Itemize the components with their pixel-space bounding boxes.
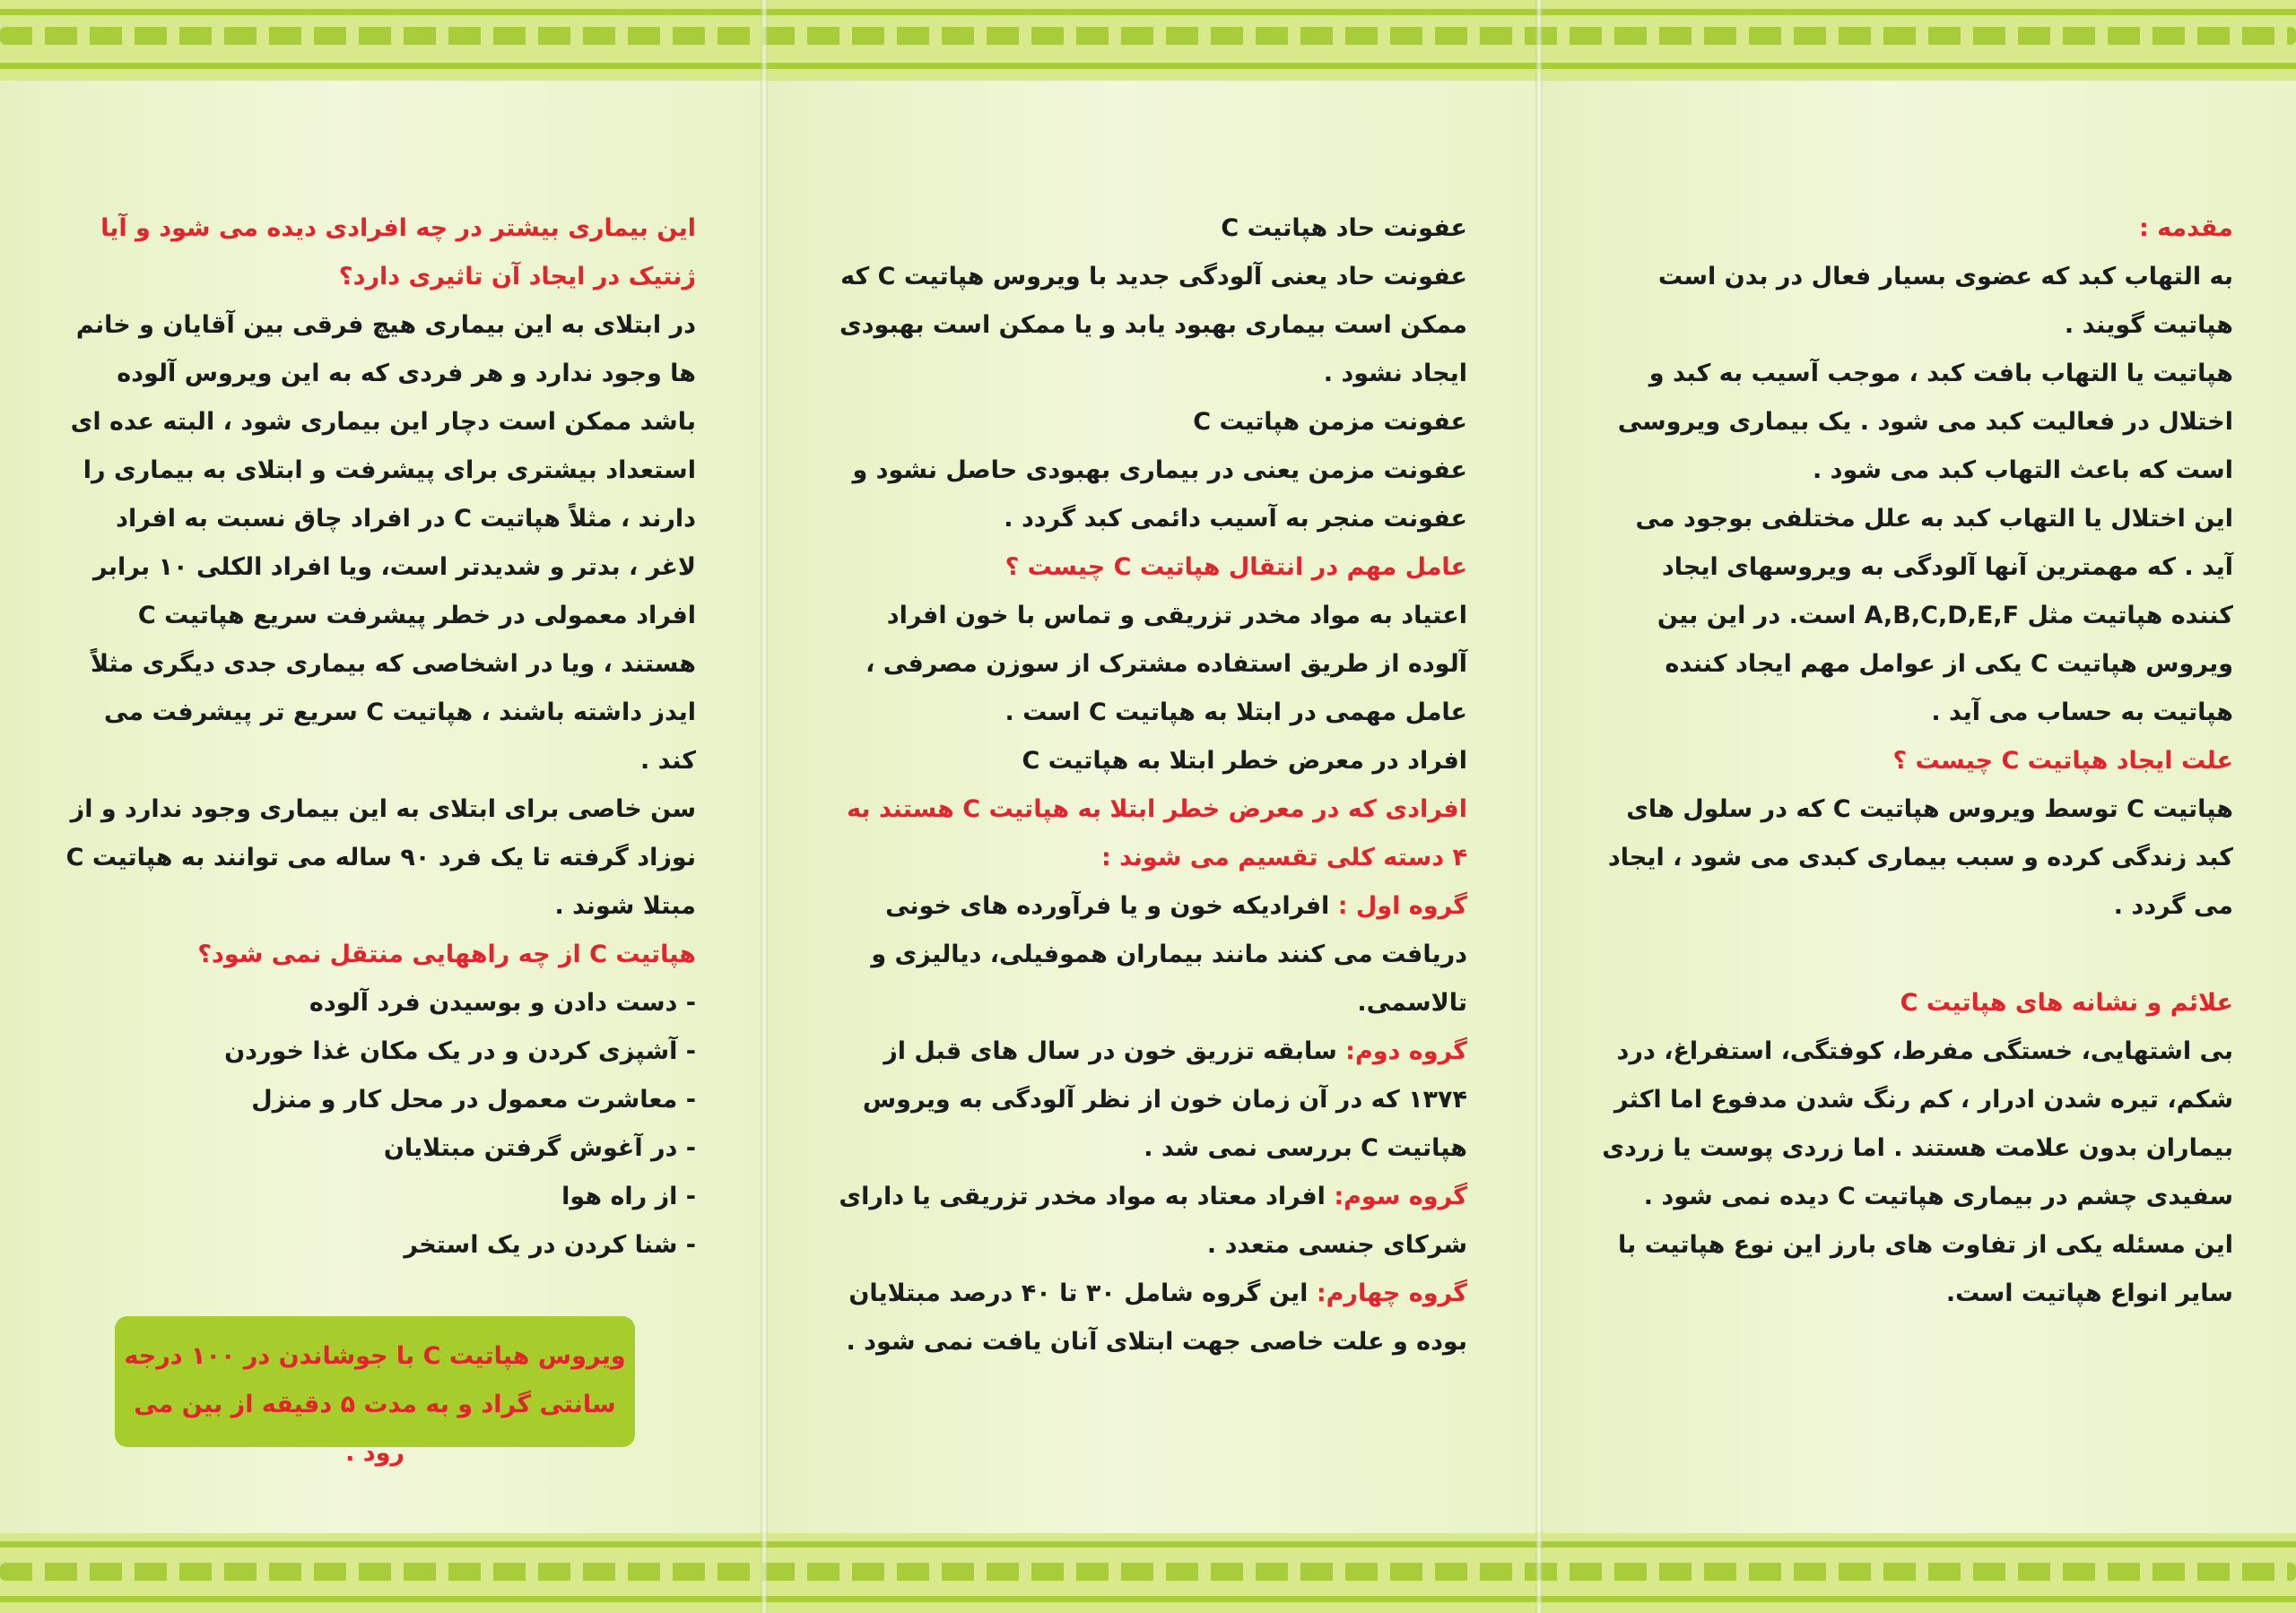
top-border-line: [0, 63, 2296, 69]
group-text: افرادیکه خون و یا فرآورده های خونی دریافت می کنند مانند بیماران هموفیلی، دیالیزی و تالاسمی.: [871, 892, 1467, 1017]
group-item: [832, 1173, 1467, 1270]
acute-paragraph: عفونت حاد یعنی آلودگی جدید با ویروس هپاتیت C که ممکن است بیماری بهبود یابد و یا ممکن است بهبودی ایجاد نشود .: [839, 263, 1467, 387]
group-label: گروه سوم:: [1334, 1183, 1467, 1210]
group-item: [832, 1028, 1467, 1173]
boiling-note-box: [115, 1316, 635, 1467]
group-label: گروه چهارم:: [1316, 1279, 1467, 1307]
risk-title: افراد در معرض خطر ابتلا به هپاتیت C: [1022, 747, 1467, 775]
list-item: - شنا کردن در یک استخر: [404, 1231, 696, 1259]
chronic-title: عفونت مزمن هپاتیت C: [1193, 408, 1467, 436]
heading-cause: علت ایجاد هپاتیت C چیست ؟: [1892, 747, 2233, 775]
who-paragraph: در ابتلای به این بیماری هیچ فرقی بین آقایان و خانم ها وجود ندارد و هر فردی که به این ویروس آلوده باشد ممکن است دچار این بیماری شود ، البته عده ای استعداد بیشتری برای پیشرفت و ابتلای به بیماری را دارند ، مثلاً هپاتیت C در افراد چاق نسبت به افراد لاغر ، بدتر و شدیدتر است، ویا افراد الکلی ۱۰ برابر افراد معمولی در خطر پیشرفت سریع هپاتیت C هستند ، ویا در اشخاصی که بیماری جدی دیگری مثلاً ایدز داشته باشند ، هپاتیت C سریع تر پیشرفت می کند .: [70, 311, 696, 775]
symptoms-paragraph: بی اشتهایی، خستگی مفرط، کوفتگی، استفراغ، درد شکم، تیره شدن ادرار ، کم رنگ شدن مدفوع اما اکثر بیماران بدون علامت هستند . اما زردی پوست یا زردی سفیدی چشم در بیماری هپاتیت C دیده نمی شود . این مسئله یکی از تفاوت های بارز این نوع هپاتیت با سایر انواع هپاتیت است.: [1602, 1037, 2233, 1307]
list-item: - آشپزی کردن و در یک مکان غذا خوردن: [224, 1037, 696, 1065]
spacer: [1601, 931, 2233, 979]
group-text: سابقه تزریق خون در سال های قبل از ۱۳۷۴ که در آن زمان خون از نظر آلودگی به ویروس هپاتیت C بررسی نمی شد .: [862, 1037, 1467, 1162]
column-right: [1601, 204, 2233, 1318]
list-item: - دست دادن و بوسیدن فرد آلوده: [309, 989, 696, 1017]
group-item: [832, 1270, 1467, 1366]
group-label: گروه اول :: [1337, 892, 1467, 920]
top-border-line: [0, 9, 2296, 15]
transmission-paragraph: اعتیاد به مواد مخدر تزریقی و تماس با خون افراد آلوده از طریق استفاده مشترک از سوزن مصرفی ، عامل مهمی در ابتلا به هپاتیت C است .: [865, 602, 1467, 726]
acute-title: عفونت حاد هپاتیت C: [1221, 214, 1467, 242]
intro-paragraph: هپاتیت یا التهاب بافت کبد ، موجب آسیب به کبد و اختلال در فعالیت کبد می شود . یک بیماری ویروسی است که باعث التهاب کبد می شود .: [1617, 360, 2233, 484]
column-middle: [832, 204, 1467, 1366]
cause-paragraph: هپاتیت C توسط ویروس هپاتیت C که در سلول های کبد زندگی کرده و سبب بیماری کبدی می شود ، ایجاد می گردد .: [1607, 795, 2233, 920]
age-paragraph: سن خاصی برای ابتلای به این بیماری وجود ندارد و از نوزاد گرفته تا یک فرد ۹۰ ساله می توانند به هپاتیت C مبتلا شوند .: [65, 795, 696, 920]
list-item: - در آغوش گرفتن مبتلایان: [383, 1134, 696, 1162]
heading-symptoms: علائم و نشانه های هپاتیت C: [1900, 989, 2233, 1017]
heading-not-transmitted: هپاتیت C از چه راههایی منتقل نمی شود؟: [197, 941, 696, 968]
fold-line: [1535, 0, 1543, 1613]
column-left: [63, 204, 696, 1270]
fold-line: [761, 0, 768, 1613]
top-border-dashes: [0, 27, 2296, 45]
heading-transmission: عامل مهم در انتقال هپاتیت C چیست ؟: [1004, 553, 1467, 581]
group-item: [832, 882, 1467, 1028]
group-text: افراد معتاد به مواد مخدر تزریقی یا دارای شرکای جنسی متعدد .: [839, 1183, 1467, 1259]
heading-who: این بیماری بیشتر در چه افرادی دیده می شود و آیا ژنتیک در ایجاد آن تاثیری دارد؟: [100, 214, 696, 291]
intro-paragraph: این اختلال یا التهاب کبد به علل مختلفی بوجود می آید . که مهمترین آنها آلودگی به ویروسهای ایجاد کننده هپاتیت مثل A,B,C,D,E,F است. در این بین ویروس هپاتیت C یکی از عوامل مهم ایجاد کننده هپاتیت به حساب می آید .: [1635, 505, 2233, 726]
heading-intro: مقدمه :: [2138, 214, 2233, 242]
group-text: این گروه شامل ۳۰ تا ۴۰ درصد مبتلایان بوده و علت خاصی جهت ابتلای آنان یافت نمی شود .: [846, 1279, 1467, 1356]
intro-paragraph: به التهاب کبد که عضوی بسیار فعال در بدن است هپاتیت گویند .: [1657, 263, 2233, 339]
note-line: ویروس هپاتیت C با جوشاندن در ۱۰۰ درجه: [124, 1342, 626, 1370]
bottom-border-dashes: [0, 1563, 2296, 1581]
group-label: گروه دوم:: [1345, 1037, 1467, 1065]
bottom-border-line: [0, 1596, 2296, 1602]
list-item: - از راه هوا: [561, 1183, 696, 1210]
chronic-paragraph: عفونت مزمن یعنی در بیماری بهبودی حاصل نشود و عفونت منجر به آسیب دائمی کبد گردد .: [852, 456, 1467, 533]
heading-groups: افرادی که در معرض خطر ابتلا به هپاتیت C هستند به ۴ دسته کلی تقسیم می شوند :: [847, 795, 1467, 872]
bottom-border-line: [0, 1541, 2296, 1548]
note-line: سانتی گراد و به مدت ۵ دقیقه از بین می رود .: [134, 1391, 616, 1467]
list-item: - معاشرت معمول در محل کار و منزل: [251, 1086, 696, 1114]
